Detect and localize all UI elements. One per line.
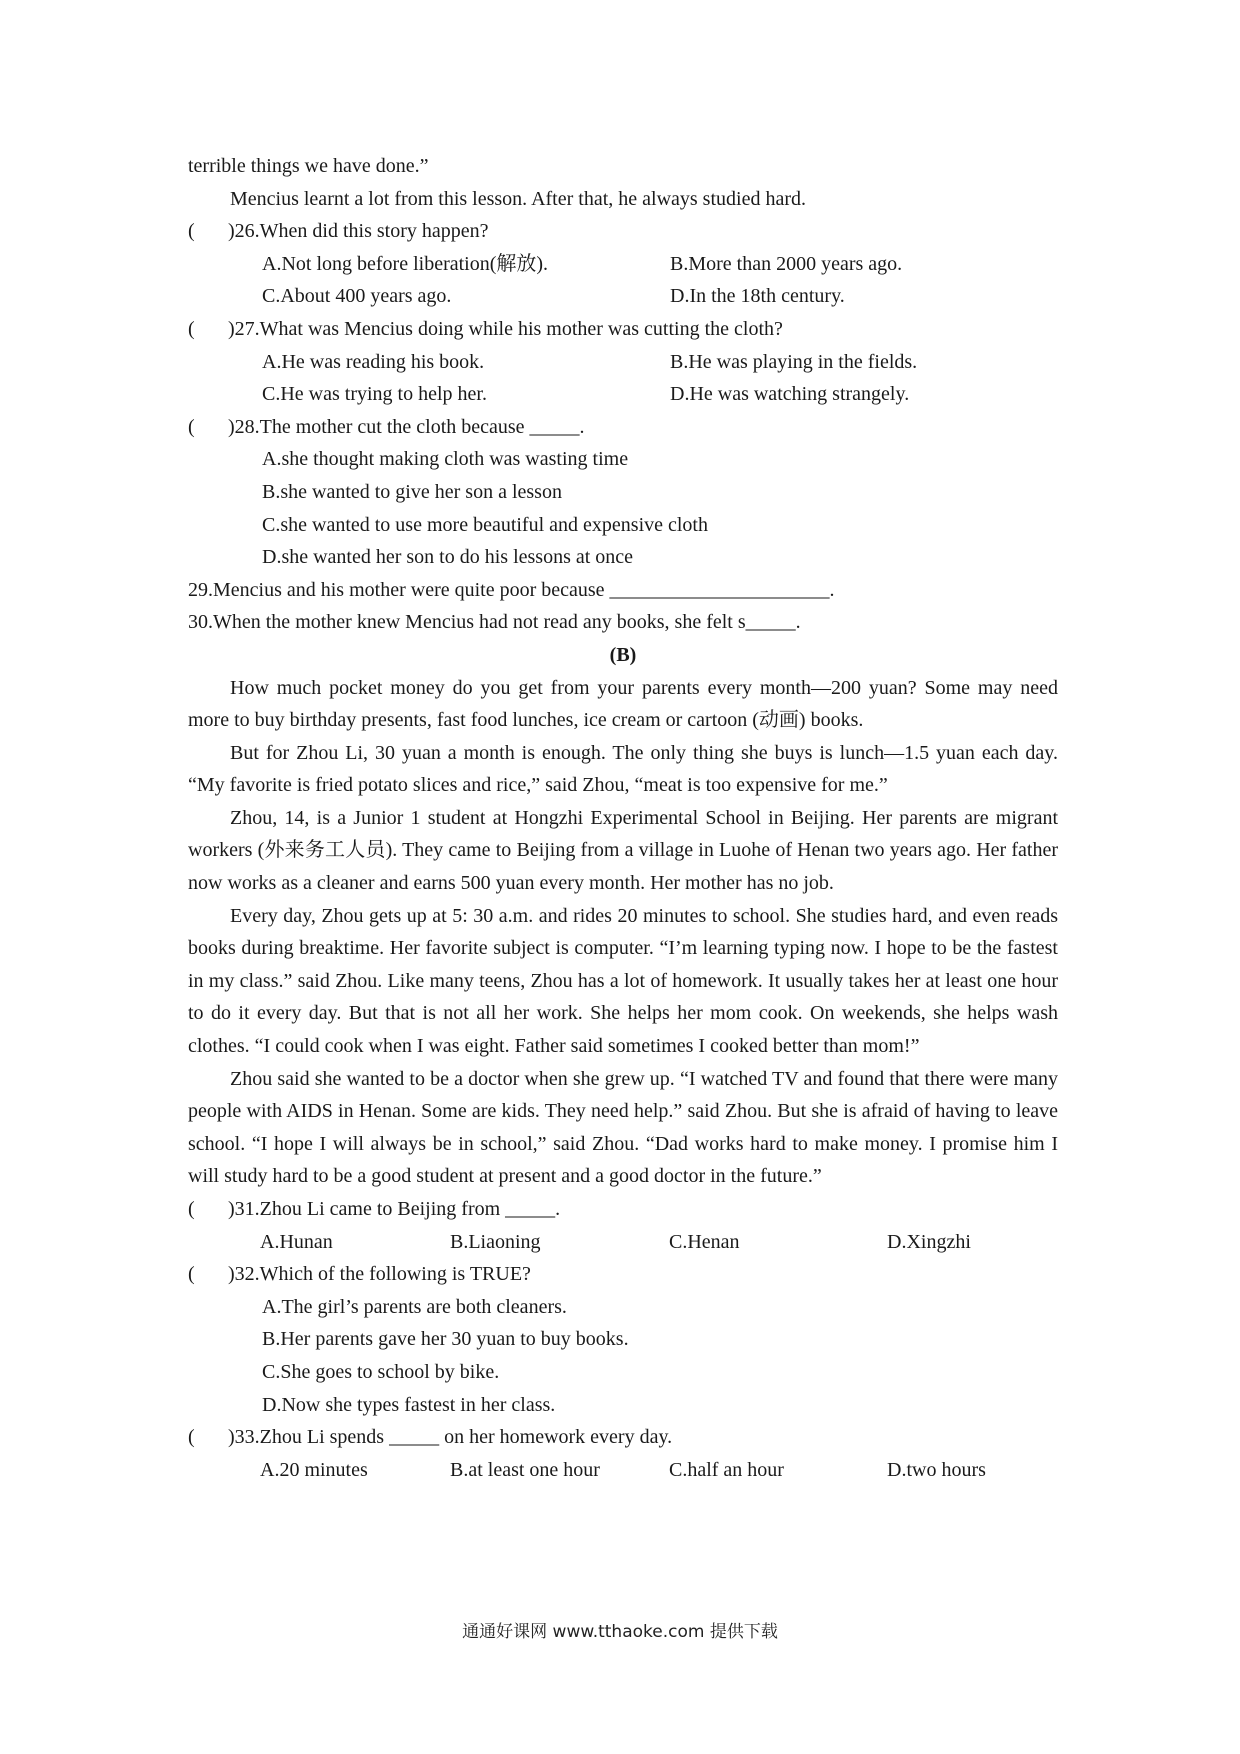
question-stem: )32.Which of the following is TRUE? xyxy=(228,1263,531,1286)
option-d: D.In the 18th century. xyxy=(670,285,845,308)
option-a: A.He was reading his book. xyxy=(262,350,485,373)
answer-bracket: ( xyxy=(188,220,195,243)
option-d: D.Xingzhi xyxy=(887,1230,971,1253)
passage-a-closing-paragraph: Mencius learnt a lot from this lesson. After that, he always studied hard. xyxy=(230,187,806,210)
question-28 xyxy=(188,411,1058,444)
passage-b-paragraph: But for Zhou Li, 30 yuan a month is enough. The only thing she buys is lunch—1.5 yuan each day. “My favorite is fried potato slices and rice,” said Zhou, “meat is too expensive for me.” xyxy=(188,741,1058,797)
option-d: D.He was watching strangely. xyxy=(670,383,910,406)
question-27 xyxy=(188,313,1058,346)
answer-bracket: ( xyxy=(188,1198,195,1220)
question-32-options xyxy=(188,1291,1058,1421)
option-c: C.she wanted to use more beautiful and expensive cloth xyxy=(262,513,708,536)
option-a: A.she thought making cloth was wasting time xyxy=(262,448,629,471)
page-footer: 通通好课网 www.tthaoke.com 提供下载 xyxy=(462,1622,778,1642)
option-b: B.Her parents gave her 30 yuan to buy books. xyxy=(262,1328,629,1351)
passage-b-paragraph: Zhou said she wanted to be a doctor when she grew up. “I watched TV and found that there were many people with AIDS in Henan. Some are kids. They need help.” said Zhou. But she is afraid of having to leave school. “I hope I will always be in school,” said Zhou. “Dad works hard to make money. I promise him I will study hard to be a good student at present and a good doctor in the future.” xyxy=(188,1067,1058,1188)
answer-bracket: ( xyxy=(188,1426,195,1449)
question-stem: )26.When did this story happen? xyxy=(228,220,489,243)
section-b-heading: (B) xyxy=(609,643,637,666)
option-a: A.Not long before liberation(解放). xyxy=(262,252,549,275)
fill-in-30: 30.When the mother knew Mencius had not read any books, she felt s_____. xyxy=(188,611,801,634)
question-stem: )27.What was Mencius doing while his mother was cutting the cloth? xyxy=(228,317,783,340)
question-33 xyxy=(188,1421,1058,1454)
passage-b-paragraph: Zhou, 14, is a Junior 1 student at Hongzhi Experimental School in Beijing. Her parents are migrant workers (外来务工人员). They came to Beijing from a village in Luohe of Henan two years ago. Her father now works as a cleaner and earns 500 yuan every month. Her mother has no job. xyxy=(188,806,1058,895)
passage-a-continued-line: terrible things we have done.” xyxy=(188,155,429,177)
option-a: A.The girl’s parents are both cleaners. xyxy=(262,1295,567,1318)
option-c: C.He was trying to help her. xyxy=(262,383,487,406)
option-c: C.Henan xyxy=(669,1230,740,1253)
option-b: B.More than 2000 years ago. xyxy=(670,252,903,275)
option-d: D.two hours xyxy=(887,1458,986,1481)
option-b: B.at least one hour xyxy=(450,1458,600,1481)
question-28-options xyxy=(188,443,1058,573)
passage-b-paragraph: Every day, Zhou gets up at 5: 30 a.m. and rides 20 minutes to school. She studies hard, and even reads books during breaktime. Her favorite subject is computer. “I’m learning typing now. I hope to be the fastest in my class.” said Zhou. Like many teens, Zhou has a lot of homework. It usually takes her at least one hour to do it every day. But that is not all her work. She helps her mom cook. On weekends, she helps wash clothes. “I could cook when I was eight. Father said sometimes I cooked better than mom!” xyxy=(188,904,1058,1058)
answer-bracket: ( xyxy=(188,317,195,340)
page-content xyxy=(188,150,1058,1486)
option-d: D.Now she types fastest in her class. xyxy=(262,1393,556,1416)
answer-bracket: ( xyxy=(188,415,195,438)
option-c: C.half an hour xyxy=(669,1458,784,1481)
option-a: A.20 minutes xyxy=(260,1458,368,1481)
option-b: B.she wanted to give her son a lesson xyxy=(262,480,562,503)
option-c: C.About 400 years ago. xyxy=(262,285,452,308)
question-32 xyxy=(188,1258,1058,1291)
option-a: A.Hunan xyxy=(260,1230,333,1253)
option-c: C.She goes to school by bike. xyxy=(262,1360,500,1383)
question-stem: )31.Zhou Li came to Beijing from _____. xyxy=(228,1198,561,1220)
question-stem: )33.Zhou Li spends _____ on her homework every day. xyxy=(228,1426,673,1449)
question-27-options xyxy=(188,346,1058,411)
fill-in-29: 29.Mencius and his mother were quite poor because ______________________. xyxy=(188,578,835,601)
option-b: B.He was playing in the fields. xyxy=(670,350,918,373)
question-31 xyxy=(188,1193,1058,1226)
question-26-options xyxy=(188,248,1058,313)
question-31-options xyxy=(188,1226,1058,1259)
answer-bracket: ( xyxy=(188,1263,195,1286)
question-stem: )28.The mother cut the cloth because _____. xyxy=(228,415,585,438)
option-d: D.she wanted her son to do his lessons at once xyxy=(262,546,634,569)
question-26 xyxy=(188,215,1058,248)
question-33-options xyxy=(188,1454,1058,1487)
passage-b-paragraph: How much pocket money do you get from your parents every month—200 yuan? Some may need more to buy birthday presents, fast food lunches, ice cream or cartoon (动画) books. xyxy=(188,676,1058,732)
option-b: B.Liaoning xyxy=(450,1230,541,1253)
